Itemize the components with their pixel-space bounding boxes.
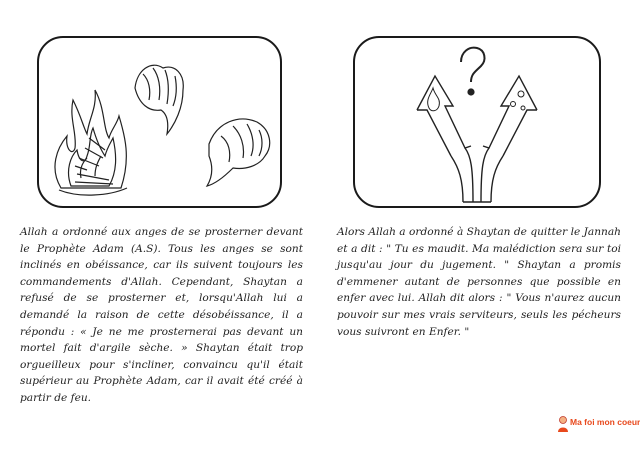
flame-icon bbox=[428, 88, 440, 111]
question-mark-icon bbox=[461, 48, 484, 95]
story-paragraph-right: Alors Allah a ordonné à Shaytan de quitter le Jannah et a dit : " Tu es maudit. Ma malédiction sera sur toi jusqu'au jour du jugement. " Shaytan a promis d'emmener autant de personnes que possible en enfer avec lui. Allah dit alors : " Vous n'aurez aucun pouvoir sur mes vrais serviteurs, seuls les pécheurs vous suivront en Enfer. " bbox=[337, 226, 621, 338]
illustration-panel-fork-arrows bbox=[353, 36, 601, 208]
child-icon bbox=[556, 415, 570, 433]
story-paragraph-left: Allah a ordonné aux anges de se prosterner devant le Prophète Adam (A.S). Tous les anges se sont inclinés en obéissance, car ils suivent toujours les commandements d'Allah. Cependant, Shaytan a refusé de se prosterner et, lorsqu'Allah lui a demandé la raison de cette désobéissance, il a répondu : « Je ne me prosternerai pas devant un mortel fait d'argile sèche. » Shaytan était trop orgueilleux pour s'incliner, convaincu qu'il était supérieur au Prophète Adam, car il avait été créé à partir de feu. bbox=[20, 226, 303, 404]
wing-icon bbox=[207, 119, 270, 186]
fire-wings-illustration bbox=[39, 38, 280, 206]
logo-text: Ma foi mon coeur bbox=[570, 417, 640, 427]
wing-icon bbox=[135, 65, 183, 134]
fire-icon bbox=[55, 90, 127, 195]
illustration-panel-fire-wings bbox=[37, 36, 282, 208]
flower-icon bbox=[511, 91, 526, 110]
fork-arrows-illustration bbox=[355, 38, 599, 206]
brand-logo bbox=[556, 413, 638, 435]
fork-arrows-icon bbox=[417, 76, 537, 202]
